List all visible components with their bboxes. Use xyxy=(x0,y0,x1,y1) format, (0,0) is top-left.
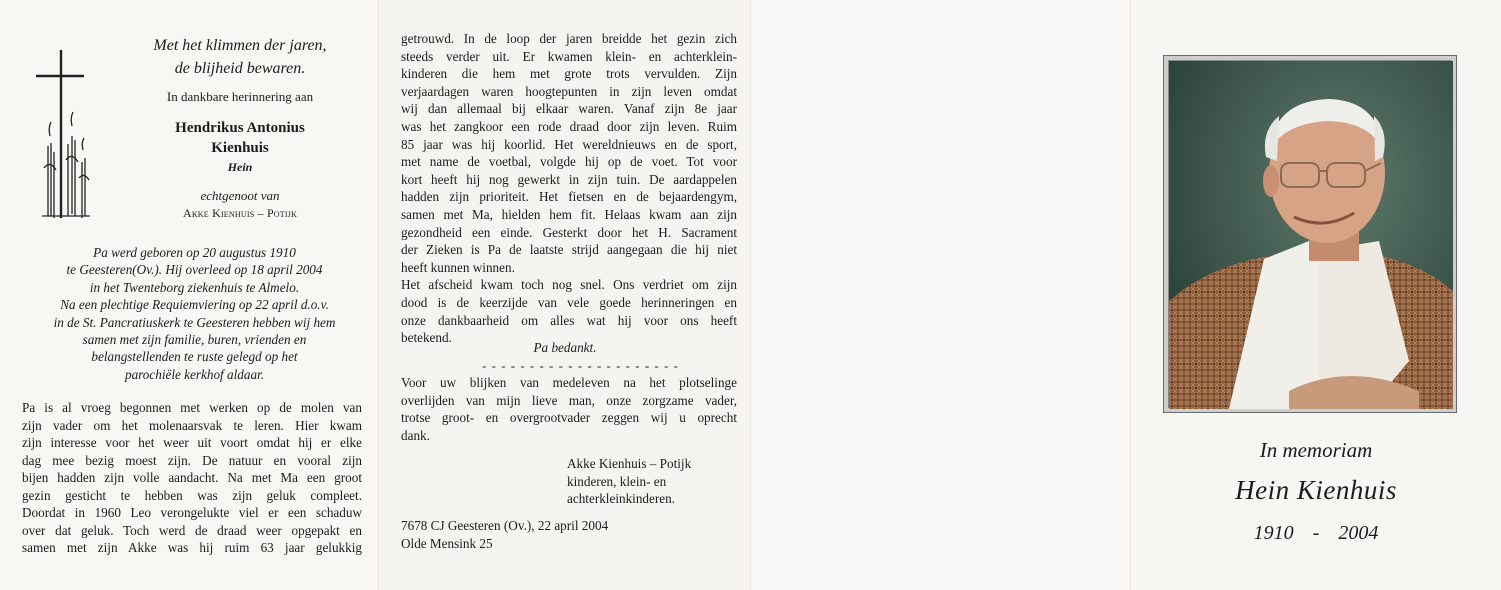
life-story-part-2 xyxy=(401,30,737,347)
bio-line: parochiële kerkhof aldaar. xyxy=(124,366,265,382)
story-line: steeds verder uit. Er kwamen klein- en achterklein- xyxy=(401,48,737,64)
story-line: betekend. xyxy=(401,330,452,346)
card-panel-front-left xyxy=(0,0,378,590)
bio-line: te Geesteren(Ov.). Hij overleed op 18 april 2004 xyxy=(66,262,323,278)
separator-line: - - - - - - - - - - - - - - - - - - - - - xyxy=(482,358,679,373)
bio-line: in het Twenteborg ziekenhuis te Almelo. xyxy=(89,279,300,295)
story-line: kinderen die hem met grote trots vervulden. Zijn xyxy=(401,66,737,82)
story-line: gezondheid een einde. Gesterkt door het H. Sacrament xyxy=(401,224,737,240)
card-panel-inside xyxy=(378,0,750,590)
story-line: samen met zijn Akke was hij ruim 63 jaar gelukkig xyxy=(22,540,362,555)
spouse-name: Akke Kienhuis – Potijk xyxy=(182,206,298,220)
motto-line: Met het klimmen der jaren, xyxy=(153,37,327,54)
name-line: Kienhuis xyxy=(211,140,269,156)
name-line: Hendrikus Antonius xyxy=(175,120,305,136)
bio-line: in de St. Pancratiuskerk te Geesteren hebben wij hem xyxy=(53,314,336,330)
story-line: met name de voetbal, volgde hij op de voet. Tot voor xyxy=(401,154,737,170)
motto xyxy=(140,34,340,80)
story-line: heeft kunnen winnen. xyxy=(401,259,515,275)
card-panel-front-cover xyxy=(1130,0,1500,590)
thanks-line: Voor uw blijken van medeleven na het plotselinge xyxy=(401,375,737,390)
story-line: wij dan allemaal bij elkaar waren. Vanaf zijn 8e jaar xyxy=(401,101,737,117)
spouse-label: echtgenoot van xyxy=(200,188,280,203)
story-line: gezin gesticht te hebben was zijn geluk compleet. xyxy=(22,487,362,503)
story-line: hadden zijn prioriteit. Het fietsen en de bejaardengym, xyxy=(401,189,737,205)
story-line: Het afscheid kwam toch nog snel. Ons verdriet om zijn xyxy=(401,277,737,293)
thanks-line: dank. xyxy=(401,427,430,443)
story-line: dood is de keerzijde van vele goede herinneringen en xyxy=(401,294,737,310)
story-line: verjaardagen waren hoogtepunten in zijn leven omdat xyxy=(401,83,737,99)
story-line: Pa is al vroeg begonnen met werken op de molen van xyxy=(22,400,362,415)
memoriam-name: Hein Kienhuis xyxy=(1235,475,1397,505)
bio-line: Na een plechtige Requiemviering op 22 april d.o.v. xyxy=(60,297,329,313)
bio-line: belangstellenden te ruste gelegd op het xyxy=(91,349,298,365)
memoriam-title: In memoriam xyxy=(1259,438,1373,462)
card-panel-blank xyxy=(750,0,1130,590)
biography-paragraph xyxy=(22,244,367,383)
story-line: 85 jaar was hij koorlid. Het wereldnieuws en de sport, xyxy=(401,136,737,152)
story-line: bijen hadden zijn volle aandacht. Na met Ma een groot xyxy=(22,470,362,485)
memoriam-years: 1910 - 2004 xyxy=(1253,522,1379,544)
deceased-full-name xyxy=(140,118,340,158)
story-line: kort heeft hij nog gewerkt in zijn tuin. De aardappelen xyxy=(401,171,737,187)
nickname: Hein xyxy=(227,160,253,174)
story-line: der Zieken is Pa de laatste strijd aangegaan die hij niet xyxy=(401,242,737,258)
signature-line: achterkleinkinderen. xyxy=(567,491,676,507)
story-line: getrouwd. In de loop der jaren breidde het gezin zich xyxy=(401,31,737,46)
thanks-line: trotse groot- en overgrootvader zeggen wij u oprecht xyxy=(401,410,737,426)
signature-block xyxy=(567,455,747,508)
address-block xyxy=(401,517,701,552)
portrait-photo xyxy=(1168,60,1452,408)
motto-line: de blijheid bewaren. xyxy=(174,60,306,77)
story-line: onze dankbaarheid om alles wat hij voor ons heeft xyxy=(401,312,737,328)
story-line: dag mee bezig moest zijn. De natuur en vooral zijn xyxy=(22,452,362,468)
life-story-part-1 xyxy=(22,399,362,557)
story-line: zijn interesse voor het weer uit voort omdat hij er elke xyxy=(22,435,362,450)
portrait-frame xyxy=(1163,55,1457,413)
address-line: Olde Mensink 25 xyxy=(401,535,493,551)
address-line: 7678 CJ Geesteren (Ov.), 22 april 2004 xyxy=(401,518,609,533)
story-line: over dat geluk. Toch werd de draad weer opgepakt en xyxy=(22,522,362,538)
bio-line: Pa werd geboren op 20 augustus 1910 xyxy=(93,245,296,260)
story-line: zijn vader om het molenaarsvak te leren. Hier kwam xyxy=(22,417,362,433)
thanks-line: overlijden van mijn lieve man, onze zorgzame vader, xyxy=(401,392,737,408)
intro-text: In dankbare herinnering aan xyxy=(166,89,314,104)
signature-line: kinderen, klein- en xyxy=(567,473,667,489)
portrait-illustration xyxy=(1169,61,1453,409)
story-line: Doordat in 1960 Leo verongelukte viel er een schaduw xyxy=(22,505,362,520)
bio-line: samen met zijn familie, buren, vrienden en xyxy=(82,332,307,348)
thanks-paragraph xyxy=(401,374,737,444)
signature-line: Akke Kienhuis – Potijk xyxy=(567,456,692,471)
story-line: was het zangkoor een rode draad door zijn leven. Ruim xyxy=(401,118,737,134)
story-line: samen met Ma, hielden hem fit. Helaas kwam aan zijn xyxy=(401,206,737,222)
closing-words: Pa bedankt. xyxy=(533,340,597,355)
cross-candles-icon xyxy=(30,48,100,223)
